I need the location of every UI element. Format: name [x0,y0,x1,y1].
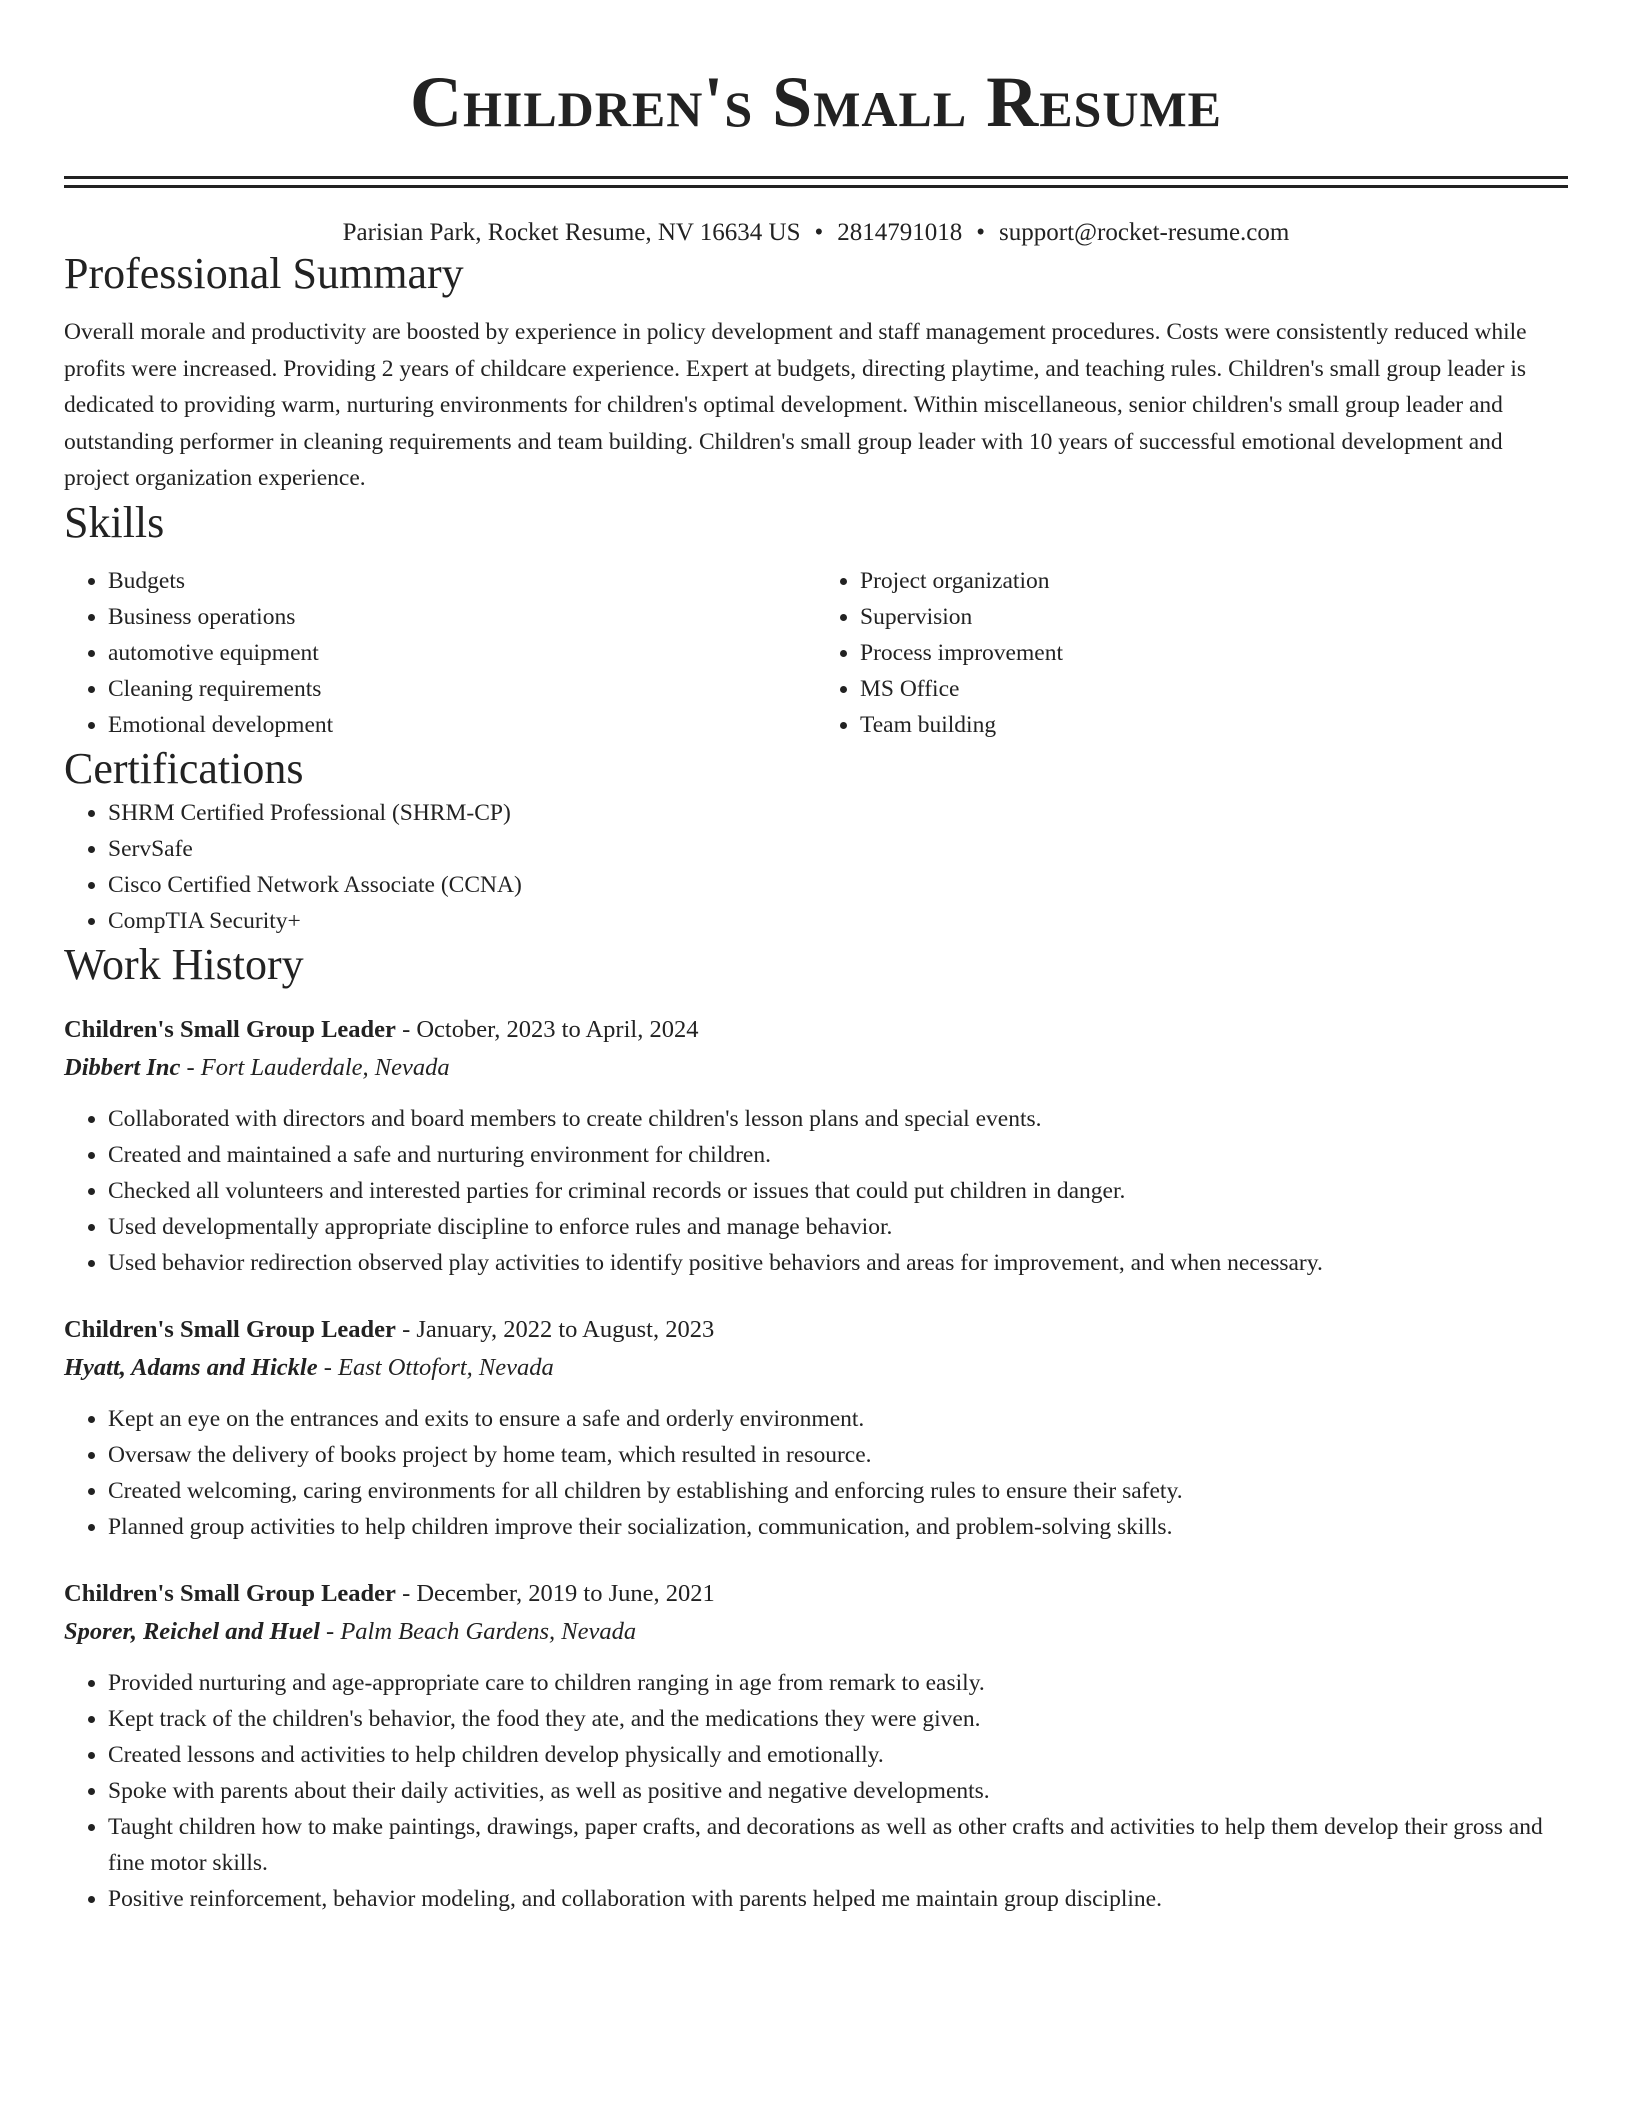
job-company: Dibbert Inc [64,1053,181,1081]
job-duty-item: • Kept an eye on the entrances and exits to ensure a safe and orderly environment. [108,1401,1568,1437]
job-dash: - [317,1353,339,1381]
job-duties-list [64,1101,1568,1281]
certification-item: • Cisco Certified Network Associate (CCNA) [108,867,1568,903]
contact-email: support@rocket-resume.com [999,219,1290,246]
contact-separator: • [976,219,986,246]
skill-item: • Project organization [860,563,1568,599]
job-location: Fort Lauderdale, Nevada [200,1053,450,1081]
job-duty-item: • Used behavior redirection observed play activities to identify positive behaviors and areas for improvement, and when necessary. [108,1245,1568,1281]
job-duty-item: • Created welcoming, caring environments for all children by establishing and enforcing rules to ensure their safety. [108,1473,1568,1509]
title-rule-bottom [64,185,1568,188]
skill-item: • MS Office [860,671,1568,707]
job-company-line [64,1613,1568,1651]
summary-text: Overall morale and productivity are boosted by experience in policy development and staff management procedures. Costs were consistently reduced while profits were increased. Providing 2 years of childcare experience. Expert at budgets, directing playtime, and teaching rules. Children's small group leader is dedicated to providing warm, nurturing environments for children's optimal development. Within miscellaneous, senior children's small group leader and outstanding performer in cleaning requirements and team building. Children's small group leader with 10 years of successful emotional development and project organization experience. [64,319,1527,491]
job-duties-list [64,1401,1568,1545]
job-duty-item: • Checked all volunteers and interested parties for criminal records or issues that could put children in danger. [108,1173,1568,1209]
job-location: Palm Beach Gardens, Nevada [340,1617,637,1645]
job-dash: - [395,1579,417,1607]
job-dash: - [395,1015,417,1043]
skills-right-list [816,563,1568,743]
job-dash: - [319,1617,341,1645]
skills-right-column [816,563,1568,743]
job-dates: January, 2022 to August, 2023 [416,1315,715,1343]
skills-left-column [64,563,816,743]
resume-title: Children's Small Resume [409,62,1223,142]
skill-item: • Team building [860,707,1568,743]
skill-item: • Business operations [108,599,816,635]
skills-heading: Skills [64,497,165,547]
job-duty-item: • Created lessons and activities to help children develop physically and emotionally. [108,1737,1568,1773]
skills-columns [64,563,1568,743]
job-entry [64,1311,1568,1545]
job-dates: October, 2023 to April, 2024 [416,1015,699,1043]
work-history-heading: Work History [64,939,304,989]
job-duty-item: • Used developmentally appropriate discipline to enforce rules and manage behavior. [108,1209,1568,1245]
contact-separator: • [814,219,824,246]
job-duty-item: • Taught children how to make paintings, drawings, paper crafts, and decorations as well as other crafts and activities to help them develop their gross and fine motor skills. [108,1809,1568,1881]
job-duty-item: • Spoke with parents about their daily activities, as well as positive and negative developments. [108,1773,1568,1809]
certification-item: • ServSafe [108,831,1568,867]
contact-phone: 2814791018 [837,219,963,246]
skill-item: • Emotional development [108,707,816,743]
job-company: Sporer, Reichel and Huel [64,1617,320,1645]
job-duty-item: • Positive reinforcement, behavior modeling, and collaboration with parents helped me maintain group discipline. [108,1881,1568,1917]
skill-item: • Cleaning requirements [108,671,816,707]
contact-address: Parisian Park, Rocket Resume, NV 16634 US [342,219,801,246]
job-company: Hyatt, Adams and Hickle [64,1353,318,1381]
job-company-line [64,1049,1568,1087]
certification-item: • SHRM Certified Professional (SHRM-CP) [108,795,1568,831]
job-duty-item: • Kept track of the children's behavior, the food they ate, and the medications they were given. [108,1701,1568,1737]
skills-left-list [64,563,816,743]
contact-line [64,218,1568,248]
job-title: Children's Small Group Leader [64,1579,396,1607]
skill-item: • Supervision [860,599,1568,635]
certifications-heading: Certifications [64,743,304,793]
job-entry [64,1011,1568,1281]
job-location: East Ottofort, Nevada [338,1353,554,1381]
skill-item: • Budgets [108,563,816,599]
summary-heading: Professional Summary [64,249,464,298]
job-title-line [64,1011,1568,1049]
job-title-line [64,1311,1568,1349]
job-duty-item: • Collaborated with directors and board members to create children's lesson plans and special events. [108,1101,1568,1137]
job-dates: December, 2019 to June, 2021 [416,1579,715,1607]
job-duties-list [64,1665,1568,1917]
job-duty-item: • Planned group activities to help children improve their socialization, communication, and problem-solving skills. [108,1509,1568,1545]
job-title: Children's Small Group Leader [64,1315,396,1343]
skill-item: • Process improvement [860,635,1568,671]
certifications-list [64,795,1568,939]
skill-item: • automotive equipment [108,635,816,671]
job-duty-item: • Provided nurturing and age-appropriate care to children ranging in age from remark to easily. [108,1665,1568,1701]
job-entry [64,1575,1568,1917]
job-dash: - [395,1315,417,1343]
certification-item: • CompTIA Security+ [108,903,1568,939]
job-title-line [64,1575,1568,1613]
title-double-rule [64,176,1568,188]
job-company-line [64,1349,1568,1387]
job-duty-item: • Created and maintained a safe and nurturing environment for children. [108,1137,1568,1173]
job-title: Children's Small Group Leader [64,1015,396,1043]
job-dash: - [180,1053,201,1081]
job-duty-item: • Oversaw the delivery of books project by home team, which resulted in resource. [108,1437,1568,1473]
